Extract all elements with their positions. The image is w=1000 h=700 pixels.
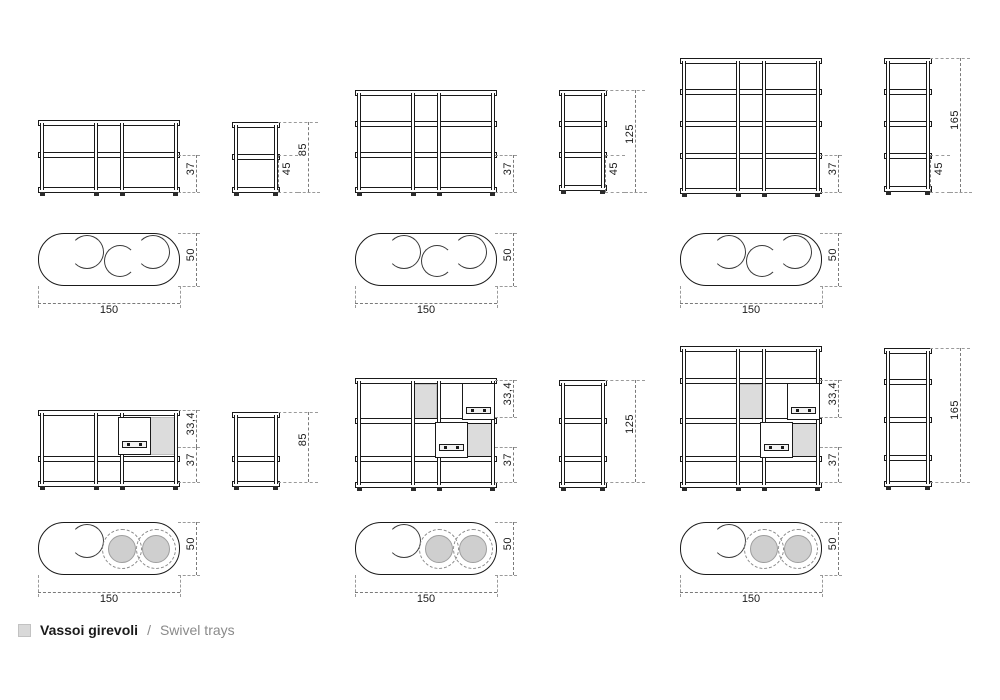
swivel-tray-disc-left [425, 535, 453, 563]
ext-line [605, 192, 625, 193]
foot-mid-1 [94, 192, 99, 196]
foot-right [490, 487, 495, 491]
post-right [491, 93, 495, 190]
foot-mid-1 [736, 487, 741, 491]
plan-trays-1 [38, 522, 180, 575]
dimension-label-165: 165 [949, 110, 961, 130]
ext-line [605, 482, 645, 483]
foot-right [925, 486, 930, 490]
post-left [234, 125, 238, 190]
foot-left [357, 192, 362, 196]
shelf-3 [884, 121, 932, 127]
post-inner-2 [762, 61, 766, 191]
drawer-knob-right [456, 446, 459, 449]
post-left [886, 351, 890, 484]
plan-trays-3 [680, 522, 822, 575]
dimension-label-85: 85 [297, 143, 309, 157]
shelf-3 [355, 456, 497, 462]
foot-right [273, 486, 278, 490]
shelf-2 [559, 418, 607, 424]
elevation-3tier-150 [355, 90, 497, 198]
shelf-top [559, 380, 607, 386]
plan-trays-2 [355, 522, 497, 575]
post-right [601, 383, 605, 485]
shelf-2 [884, 89, 932, 95]
side-elevation-125 [559, 90, 607, 198]
drawer-knob-left [444, 446, 447, 449]
side-elevation-trays-85 [232, 412, 280, 488]
elevation-trays-2tier-150 [38, 410, 180, 488]
shelf-top [355, 90, 497, 96]
post-right [274, 415, 278, 484]
shelf-2 [884, 379, 932, 385]
foot-mid-2 [120, 486, 125, 490]
swivel-tray-disc-right [142, 535, 170, 563]
plan-open-3 [680, 233, 822, 286]
elevation-trays-3tier-150 [355, 378, 497, 488]
drawer-knob-right [781, 446, 784, 449]
shelf-mid [232, 154, 280, 160]
swivel-arc-right [453, 235, 487, 269]
ext-line [605, 90, 645, 91]
post-left [886, 61, 890, 189]
ext-line [930, 155, 950, 156]
drawer-front-mid [764, 444, 789, 451]
ext-line [495, 575, 517, 576]
foot-left [40, 192, 45, 196]
post-inner-2 [762, 349, 766, 485]
shelf-bottom [680, 188, 822, 194]
dimension-label-334: 33,4 [502, 382, 514, 406]
foot-mid-2 [762, 193, 767, 197]
foot-mid-1 [411, 192, 416, 196]
swivel-tray-disc-right [459, 535, 487, 563]
swivel-arc-left [70, 524, 104, 558]
ext-line [495, 417, 517, 418]
shelf-top [232, 122, 280, 128]
foot-mid-2 [437, 192, 442, 196]
shelf-bottom [355, 187, 497, 193]
ext-line [278, 482, 318, 483]
ext-line [495, 192, 517, 193]
ext-line [355, 575, 356, 597]
post-inner-1 [94, 123, 98, 190]
foot-left [886, 191, 891, 195]
foot-right [815, 487, 820, 491]
post-right [174, 123, 178, 190]
shelf-top [38, 410, 180, 416]
post-right [174, 413, 178, 484]
dimension-label-45: 45 [608, 162, 620, 176]
dimension-line-45 [278, 155, 279, 192]
ext-line [180, 286, 181, 308]
foot-right [173, 486, 178, 490]
dimension-label-334: 33,4 [827, 382, 839, 406]
ext-line [822, 286, 823, 308]
dimension-label-150: 150 [416, 304, 436, 316]
side-elevation-85 [232, 122, 280, 198]
post-left [561, 383, 565, 485]
plan-open-2 [355, 233, 497, 286]
post-right [816, 61, 820, 191]
shelf-top [38, 120, 180, 126]
shelf-4 [680, 153, 822, 159]
swivel-arc-center [421, 245, 453, 277]
swivel-arc-right [136, 235, 170, 269]
shelf-top [232, 412, 280, 418]
dimension-label-37: 37 [502, 453, 514, 467]
foot-left [234, 486, 239, 490]
dimension-label-50: 50 [185, 248, 197, 262]
dimension-label-150: 150 [741, 304, 761, 316]
shelf-2 [559, 121, 607, 127]
post-left [357, 381, 361, 485]
swivel-tray-disc-right [784, 535, 812, 563]
shelf-top [680, 346, 822, 352]
dimension-line-45 [605, 155, 606, 192]
shelf-4 [884, 455, 932, 461]
foot-left [682, 193, 687, 197]
shelf-top [884, 58, 932, 64]
swivel-arc-left [712, 524, 746, 558]
ext-line [680, 286, 681, 308]
side-elevation-trays-125 [559, 380, 607, 488]
shelf-mid [38, 456, 180, 462]
ext-line [298, 192, 320, 193]
drawer-knob-left [471, 409, 474, 412]
post-inner-1 [411, 381, 415, 485]
ext-line [950, 192, 972, 193]
shelf-mid [38, 152, 180, 158]
swivel-tray-drawer-mid [760, 422, 793, 458]
dimension-label-150: 150 [99, 593, 119, 605]
post-inner-2 [437, 93, 441, 190]
ext-line [820, 286, 842, 287]
drawer-knob-left [796, 409, 799, 412]
ext-line [278, 192, 298, 193]
swivel-tray-disc-left [750, 535, 778, 563]
ext-line [355, 286, 356, 308]
shelf-bottom [355, 482, 497, 488]
swivel-arc-center [746, 245, 778, 277]
ext-line [497, 286, 498, 308]
post-inner-2 [120, 123, 124, 190]
ext-line [930, 348, 970, 349]
foot-left [561, 487, 566, 491]
elevation-4tier-150 [680, 58, 822, 198]
ext-line [820, 575, 842, 576]
shelf-bottom [38, 481, 180, 487]
ext-line [930, 482, 970, 483]
swivel-tray-drawer-top [462, 383, 495, 420]
shelf-2 [680, 89, 822, 95]
swivel-tray-disc-left [108, 535, 136, 563]
drawer-front-mid [439, 444, 464, 451]
post-inner-1 [736, 349, 740, 485]
post-left [40, 123, 44, 190]
dimension-label-45: 45 [933, 162, 945, 176]
swivel-tray-drawer [118, 417, 151, 455]
foot-mid-2 [120, 192, 125, 196]
drawer-knob-left [127, 443, 130, 446]
ext-line [680, 575, 681, 597]
foot-left [886, 486, 891, 490]
foot-right [815, 193, 820, 197]
foot-mid-1 [411, 487, 416, 491]
drawer-front-top [791, 407, 816, 414]
drawer-knob-left [769, 446, 772, 449]
legend-label-en: Swivel trays [159, 622, 235, 638]
shelf-bottom [38, 187, 180, 193]
legend [18, 622, 235, 638]
foot-left [40, 486, 45, 490]
foot-mid-1 [94, 486, 99, 490]
dimension-label-334: 33,4 [185, 412, 197, 436]
shelf-3 [559, 456, 607, 462]
post-inner-1 [411, 93, 415, 190]
ext-line [605, 155, 625, 156]
dimension-label-37: 37 [185, 453, 197, 467]
shelf-3 [680, 121, 822, 127]
dimension-label-165: 165 [949, 400, 961, 420]
ext-line [930, 58, 970, 59]
dimension-label-50: 50 [502, 248, 514, 262]
drawer-knob-right [808, 409, 811, 412]
swivel-arc-left [387, 524, 421, 558]
shelf-top [559, 90, 607, 96]
post-left [682, 349, 686, 485]
swivel-tray-drawer-mid [435, 422, 468, 458]
legend-separator: / [147, 622, 151, 638]
ext-line [178, 575, 200, 576]
foot-mid-1 [736, 193, 741, 197]
dimension-label-50: 50 [827, 537, 839, 551]
dimension-label-150: 150 [416, 593, 436, 605]
ext-line [625, 192, 647, 193]
shelf-3 [355, 152, 497, 158]
post-left [357, 93, 361, 190]
post-inner-1 [736, 61, 740, 191]
shelf-mid [232, 456, 280, 462]
foot-left [357, 487, 362, 491]
swivel-arc-right [778, 235, 812, 269]
shelf-4 [884, 153, 932, 159]
dimension-label-37: 37 [827, 453, 839, 467]
dimension-label-37: 37 [185, 162, 197, 176]
ext-line [495, 286, 517, 287]
foot-left [682, 487, 687, 491]
dimension-label-50: 50 [502, 537, 514, 551]
side-elevation-trays-165 [884, 348, 932, 488]
shelf-top [680, 58, 822, 64]
ext-line [605, 380, 645, 381]
shelf-2 [355, 121, 497, 127]
drawer-front-top [466, 407, 491, 414]
dimension-label-150: 150 [99, 304, 119, 316]
post-inner-1 [94, 413, 98, 484]
post-right [926, 351, 930, 484]
ext-line [178, 192, 200, 193]
dimension-label-125: 125 [624, 124, 636, 144]
post-left [40, 413, 44, 484]
drawer-knob-right [483, 409, 486, 412]
swivel-tray-drawer-top [787, 383, 820, 420]
swivel-arc-center [104, 245, 136, 277]
elevation-2tier-150 [38, 120, 180, 198]
shelf-3 [559, 152, 607, 158]
legend-swatch-swivel-tray [18, 624, 31, 637]
legend-label-it: Vassoi girevoli [40, 622, 139, 638]
shelf-3 [884, 417, 932, 423]
ext-line [278, 412, 318, 413]
ext-line [495, 482, 517, 483]
dimension-label-85: 85 [297, 433, 309, 447]
ext-line [820, 192, 842, 193]
drawer-front [122, 441, 147, 448]
dimension-label-37: 37 [827, 162, 839, 176]
ext-line [178, 482, 200, 483]
shelf-bottom [680, 482, 822, 488]
post-left [561, 93, 565, 188]
foot-right [600, 487, 605, 491]
ext-line [278, 122, 318, 123]
dimension-label-37: 37 [502, 162, 514, 176]
elevation-trays-4tier-150 [680, 346, 822, 488]
dimension-line-45 [930, 155, 931, 192]
foot-mid-2 [437, 487, 442, 491]
swivel-arc-left [712, 235, 746, 269]
dimension-label-50: 50 [827, 248, 839, 262]
ext-line [178, 286, 200, 287]
dimension-line-85 [308, 412, 309, 482]
swivel-arc-left [70, 235, 104, 269]
ext-line [820, 482, 842, 483]
drawer-knob-right [139, 443, 142, 446]
swivel-tray-right [150, 417, 175, 455]
swivel-arc-left [387, 235, 421, 269]
ext-line [278, 155, 298, 156]
ext-line [822, 575, 823, 597]
dimension-label-45: 45 [281, 162, 293, 176]
dimension-label-125: 125 [624, 414, 636, 434]
foot-left [561, 190, 566, 194]
dimension-label-50: 50 [185, 537, 197, 551]
foot-left [234, 192, 239, 196]
shelf-4 [680, 456, 822, 462]
shelf-top [884, 348, 932, 354]
dimension-line-85 [308, 122, 309, 192]
swivel-tray-right [792, 422, 817, 458]
ext-line [930, 192, 950, 193]
post-left [234, 415, 238, 484]
ext-line [497, 575, 498, 597]
ext-line [180, 575, 181, 597]
foot-mid-2 [762, 487, 767, 491]
ext-line [820, 417, 842, 418]
ext-line [38, 286, 39, 308]
ext-line [38, 575, 39, 597]
side-elevation-165 [884, 58, 932, 198]
swivel-tray-right [467, 422, 492, 458]
dimension-label-150: 150 [741, 593, 761, 605]
plan-open-1 [38, 233, 180, 286]
post-left [682, 61, 686, 191]
